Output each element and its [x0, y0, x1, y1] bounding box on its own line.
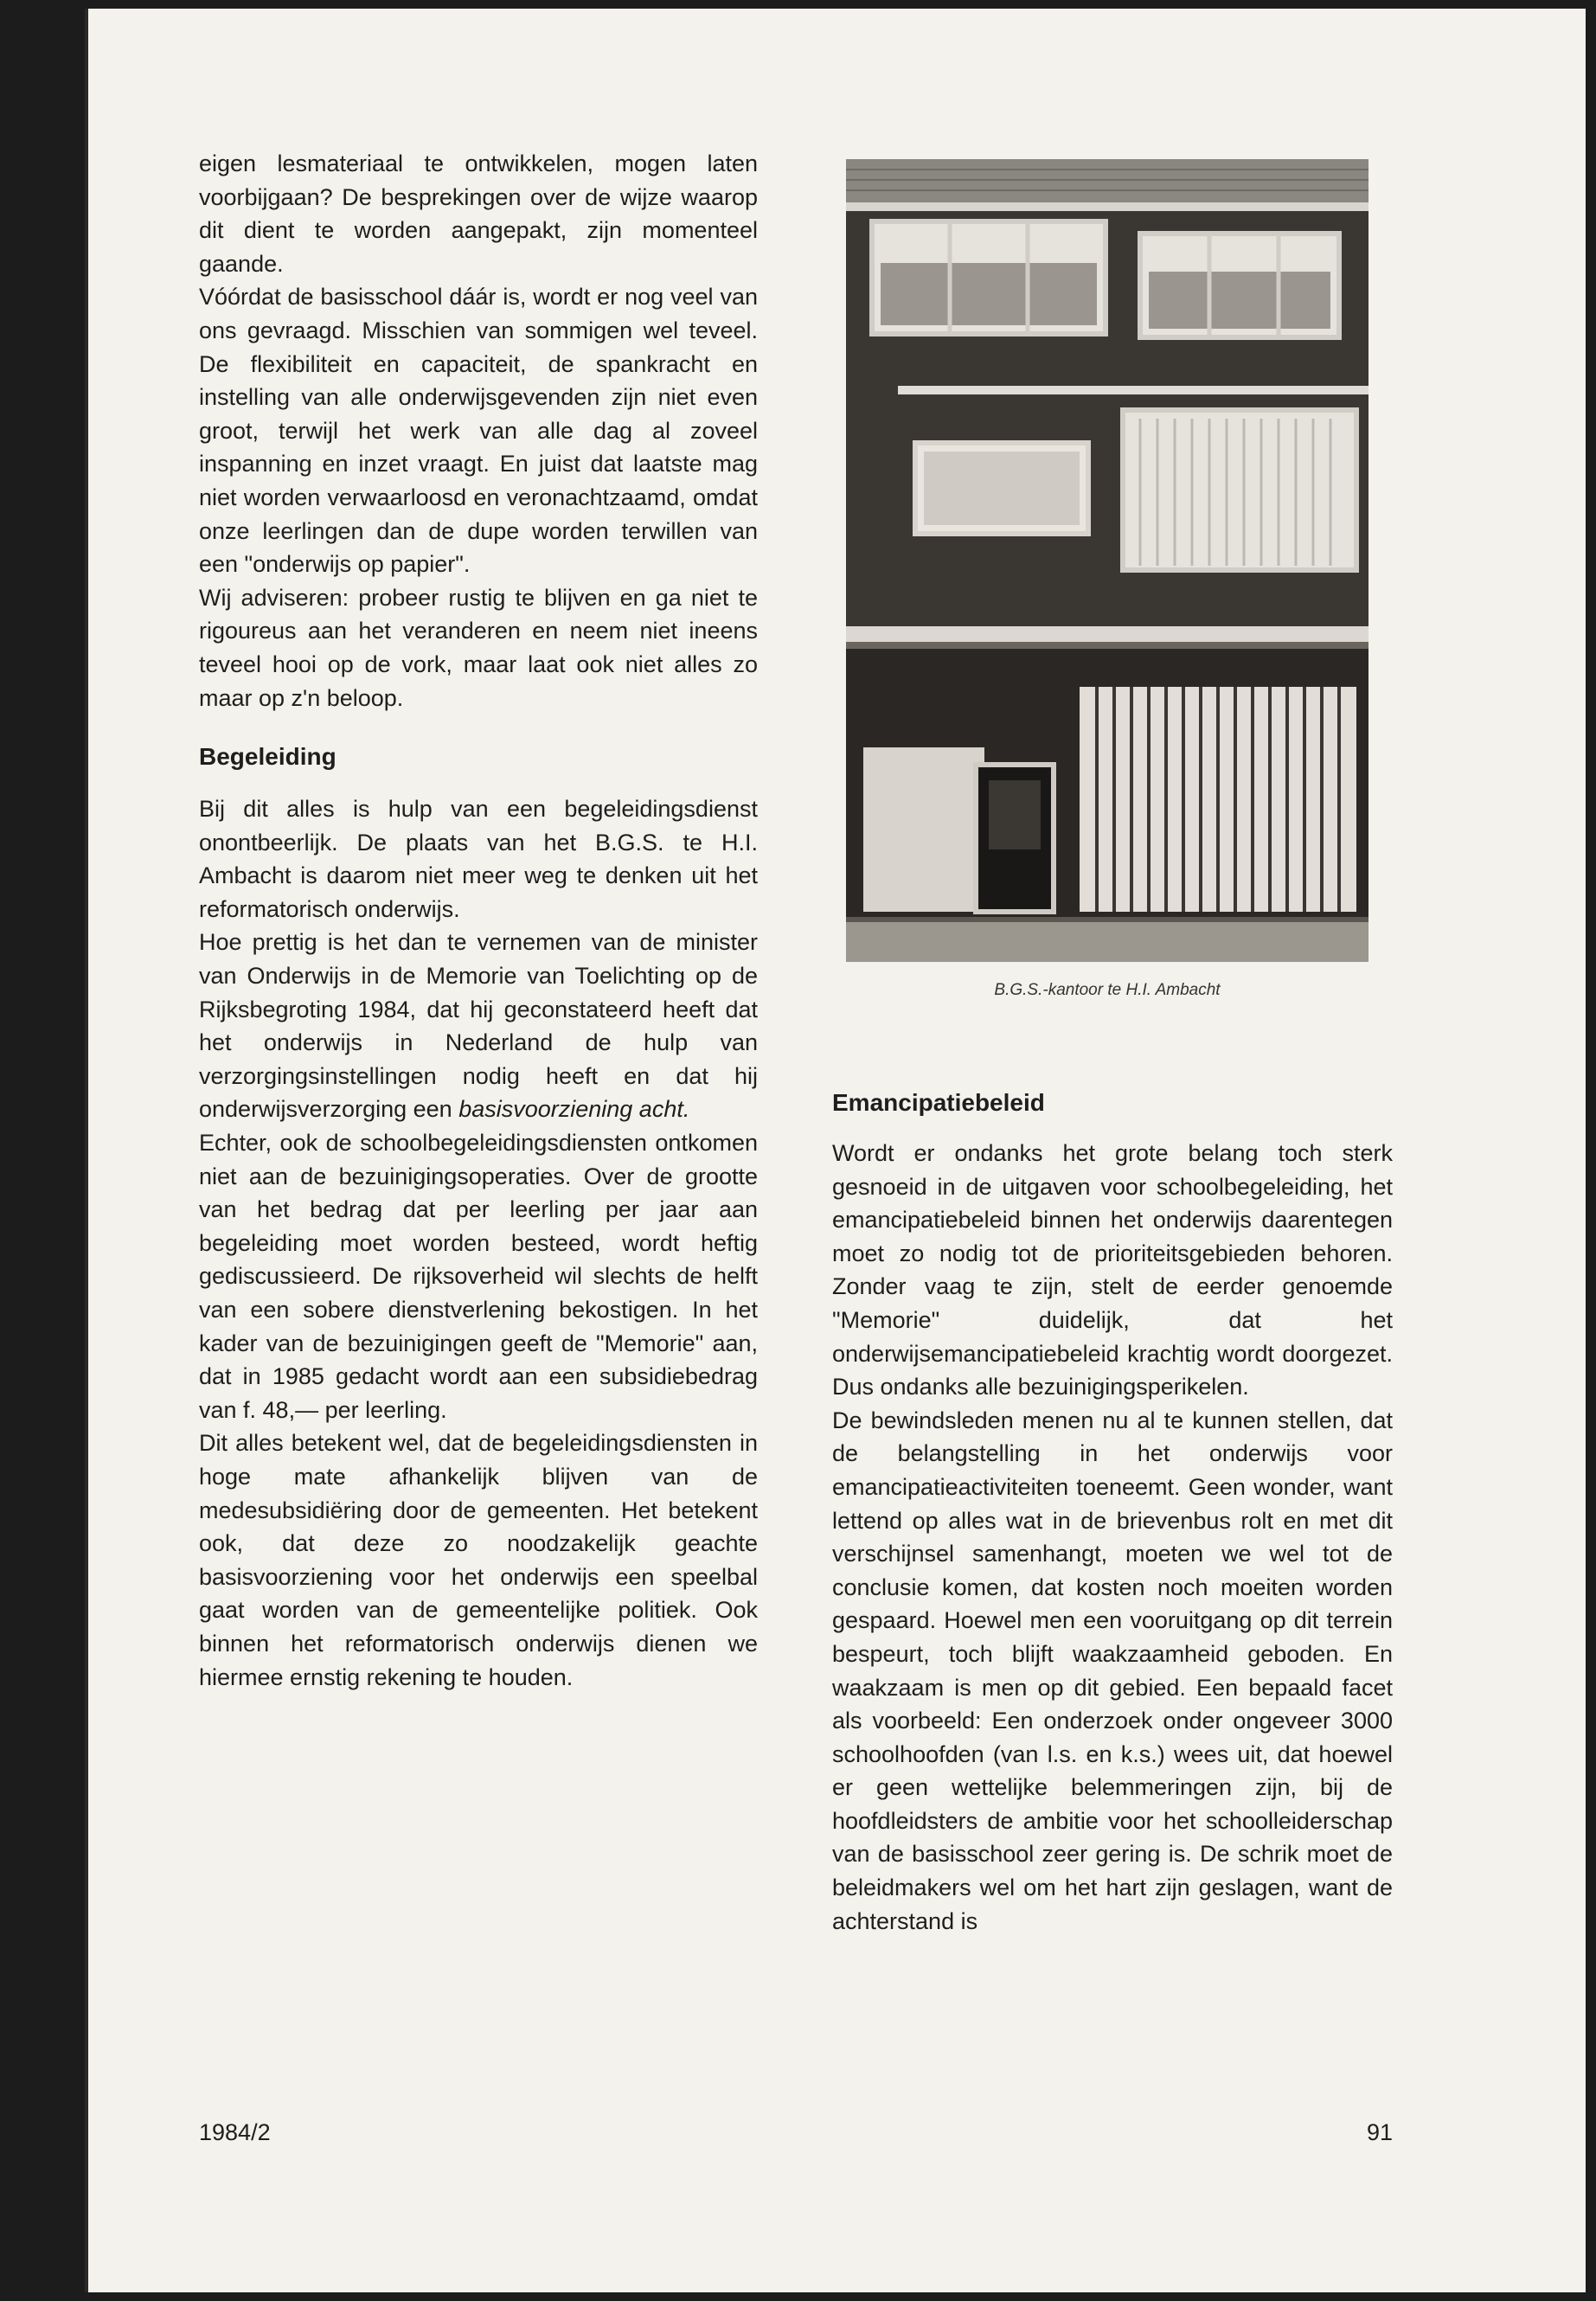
page-number: 91: [1367, 2119, 1394, 2145]
paragraph: eigen lesmateriaal te ontwikkelen, mogen laten voorbijgaan? De besprekingen over de wijze waarop dit dient te worden aangepakt, zijn momenteel gaande.: [199, 151, 758, 277]
document-page: [85, 9, 1586, 2292]
paragraph: Vóórdat de basisschool dáár is, wordt er nog veel van ons gevraagd. Misschien van sommigen wel teveel. De flexibiliteit en capaciteit, de spankracht en instelling van alle onderwijsgevenden zijn niet even groot, terwijl het werk van alle dag al zoveel inspanning en inzet vraagt. En juist dat laatste mag niet worden verwaarloosd en veronachtzaamd, omdat onze leerlingen dan de dupe worden terwillen van een "onderwijs op papier".: [199, 284, 758, 578]
building-photo: [846, 159, 1368, 962]
section-heading-begeleiding: Begeleiding: [199, 743, 337, 771]
issue-number: 1984/2: [199, 2119, 271, 2145]
emphasized-text: basisvoorziening acht.: [458, 1096, 690, 1123]
paragraph: [199, 926, 758, 1126]
paragraph-text: Hoe prettig is het dan te vernemen van de minister van Onderwijs in de Memorie van Toelichting op de Rijksbegroting 1984, dat hij geconstateerd heeft dat het onderwijs in Nederland de hulp van verzorgingsinstellingen nodig heeft en dat hij onderwijsverzorging een: [199, 929, 758, 1123]
paragraph: Wij adviseren: probeer rustig te blijven en ga niet te rigoureus aan het veranderen en neem niet ineens teveel hooi op de vork, maar laat ook niet alles zo maar op z'n beloop.: [199, 584, 758, 711]
right-column: [832, 1086, 1393, 1938]
paragraph: De bewindsleden menen nu al te kunnen stellen, dat de belangstelling in het onderwijs voor emancipatieactiviteiten toeneemt. Geen wonder, want lettend op alles wat in de brievenbus rolt en met dit verschijnsel samenhangt, moeten we wel tot de conclusie komen, dat kosten noch moeiten worden gespaard. Hoewel men een vooruitgang op dit terrein bespeurt, toch blijft waakzaamheid geboden. En waakzaam is men op dit gebied. Een bepaald facet als voorbeeld: Een onderzoek onder ongeveer 3000 schoolhoofden (van l.s. en k.s.) wees uit, dat hoewel er geen wettelijke belemmeringen zijn, bij de hoofdleidsters de ambitie voor het schoolleiderschap van de basisschool zeer gering is. De schrik moet de beleidmakers wel om het hart zijn geslagen, want de achterstand is: [832, 1407, 1393, 1934]
paragraph: Dit alles betekent wel, dat de begeleidingsdiensten in hoge mate afhankelijk blijven van de medesubsidiëring door de gemeenten. Het betekent ook, dat deze zo noodzakelijk geachte basisvoorziening voor het onderwijs een speelbal gaat worden van de gemeentelijke politiek. Ook binnen het reformatorisch onderwijs dienen we hiermee ernstig rekening te houden.: [199, 1430, 758, 1690]
paragraph: Wordt er ondanks het grote belang toch sterk gesnoeid in de uitgaven voor schoolbegeleiding, het emancipatiebeleid binnen het onderwijs daarentegen moet zo nodig tot de prioriteitsgebieden behoren. Zonder vaag te zijn, stelt de eerder genoemde "Memorie" duidelijk, dat het onderwijsemancipatiebeleid krachtig wordt doorgezet. Dus ondanks alle bezuinigingsperikelen.: [832, 1140, 1393, 1400]
paragraph: Echter, ook de schoolbegeleidingsdiensten ontkomen niet aan de bezuinigingsoperaties. Over de grootte van het bedrag dat per leerling per jaar aan begeleiding moet worden besteed, wordt heftig gediscussieerd. De rijksoverheid wil slechts de helft van een sobere dienstverlening bekostigen. In het kader van de bezuinigingen geeft de "Memorie" aan, dat in 1985 gedacht wordt aan een subsidiebedrag van f. 48,— per leerling.: [199, 1130, 758, 1423]
photo-caption: B.G.S.-kantoor te H.I. Ambacht: [994, 981, 1221, 999]
building-photo-illustration: [846, 159, 1368, 962]
paragraph: Bij dit alles is hulp van een begeleidingsdienst onontbeerlijk. De plaats van het B.G.S. te H.I. Ambacht is daarom niet meer weg te denken uit het reformatorisch onderwijs.: [199, 796, 758, 922]
left-column: [199, 147, 758, 1694]
section-heading-emancipatiebeleid: Emancipatiebeleid: [832, 1089, 1045, 1116]
